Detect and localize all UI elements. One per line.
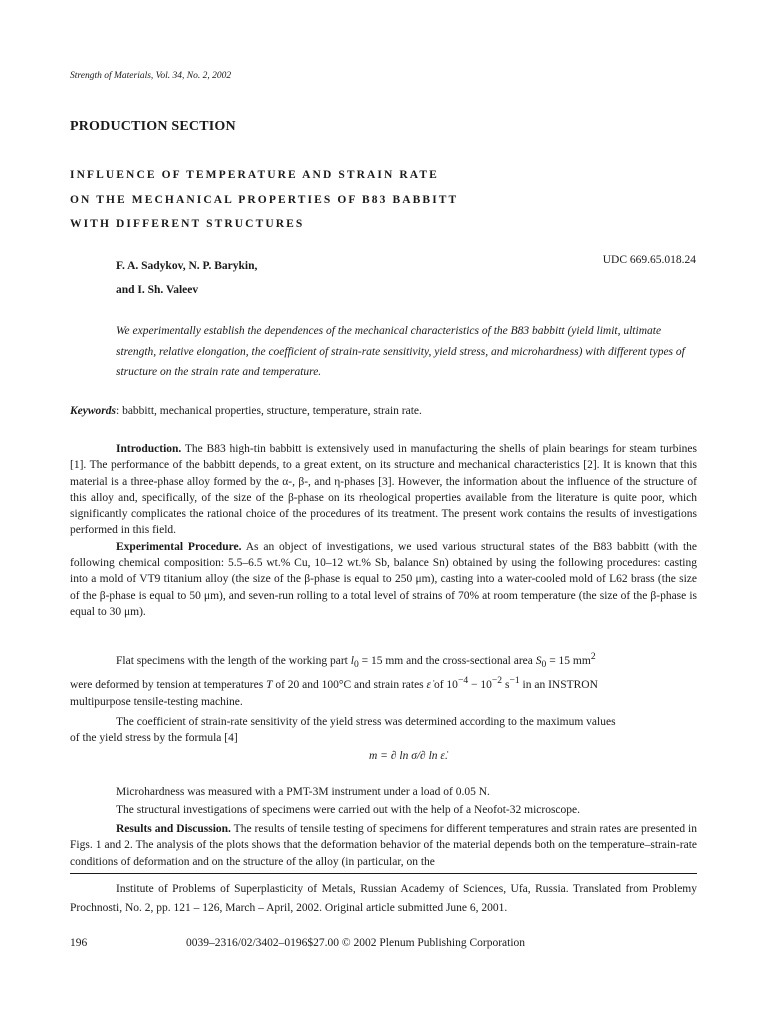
introduction-heading: Introduction. xyxy=(116,443,182,455)
results-heading: Results and Discussion. xyxy=(116,823,231,835)
footnote: Institute of Problems of Superplasticity of Metals, Russian Academy of Sciences, Ufa, Russia. Translated from Problemy Prochnosti, No. 2, pp. 121 – 126, March – April, 2002. Original article submitted June 6, 2001. xyxy=(70,883,697,914)
paragraph-introduction xyxy=(70,441,697,539)
title-line: WITH DIFFERENT STRUCTURES xyxy=(70,218,305,230)
paragraph-experimental xyxy=(70,539,697,620)
paragraph-results xyxy=(70,821,697,870)
coefficient-line-1: The coefficient of strain-rate sensitivity of the yield stress was determined according to the maximum values xyxy=(116,716,616,728)
author-line: F. A. Sadykov, N. P. Barykin, xyxy=(116,260,258,272)
formula: m = ∂ ln σ/∂ ln ε̇. xyxy=(369,750,448,762)
footnote-divider xyxy=(70,873,697,874)
microhardness-line: Microhardness was measured with a PMT-3M instrument under a load of 0.05 N. xyxy=(116,786,490,798)
specimen-line-2: were deformed by tension at temperatures T of 20 and 100°C and strain rates ε̇ of $10^{-4} - 10^{-2}$ $s^{-1}$ in an INSTRON xyxy=(70,675,598,691)
authors xyxy=(116,254,257,302)
article-title xyxy=(70,163,458,237)
keywords xyxy=(70,405,422,417)
experimental-heading: Experimental Procedure. xyxy=(116,540,242,553)
title-line: ON THE MECHANICAL PROPERTIES OF B83 BABBITT xyxy=(70,193,459,206)
specimen-line-1: Flat specimens with the length of the working part $l_0 = 15$ mm and the cross-sectional area $S_0 = 15$ $mm^2$ xyxy=(116,651,596,671)
length-symbol: l xyxy=(350,654,354,667)
strain-rate-symbol: ε̇ xyxy=(426,678,432,691)
introduction-text: The B83 high-tin babbitt is extensively used in manufacturing the shells of plain bearings for steam turbines [1]. The performance of the babbitt depends, to a great extent, on its structure and mechanical characteristics [2]. It is known that this material is a three-phase alloy formed by the α-, β-, and η-phases [3]. However, the information about the influence of the structure of this alloy and, specifically, of the size of the β-phase on its rheological properties available from the literature is quite poor, which significantly complicates the rational choice of the procedures of its treatment. The present work contains the results of investigations performed in this field. xyxy=(70,443,697,537)
page-number: 196 xyxy=(70,937,88,949)
coefficient-line-2: of the yield stress by the formula [4] xyxy=(70,732,238,744)
results-text: The results of tensile testing of specimens for different temperatures and strain rates are presented in Figs. 1 and 2. The analysis of the plots shows that the deformation behavior of the material depends both on the temperature–strain-rate conditions of deformation and on the structure of the alloy (in particular, on the xyxy=(70,823,698,868)
copyright-line: 0039–2316/02/3402–0196$27.00 © 2002 Plenum Publishing Corporation xyxy=(186,937,526,949)
abstract: We experimentally establish the dependences of the mechanical characteristics of the B83 babbitt (yield limit, ultimate strength, relative elongation, the coefficient of strain-rate sensitivity, yield stress, and microhardness) with different types of structure on the strain rate and temperature. xyxy=(116,325,685,378)
specimen-line-3: multipurpose tensile-testing machine. xyxy=(70,696,243,708)
udc-code: UDC 669.65.018.24 xyxy=(602,254,696,266)
temperature-symbol: T xyxy=(266,678,273,691)
keywords-text: : babbitt, mechanical properties, structure, temperature, strain rate. xyxy=(116,405,422,417)
journal-reference: Strength of Materials, Vol. 34, No. 2, 2002 xyxy=(70,71,232,81)
body-text-results xyxy=(70,821,697,870)
title-line: INFLUENCE OF TEMPERATURE AND STRAIN RATE xyxy=(70,169,439,181)
keywords-label: Keywords xyxy=(70,405,116,417)
area-symbol: S xyxy=(535,654,542,667)
microscope-line: The structural investigations of specimens were carried out with the help of a Neofot-32 microscope. xyxy=(116,804,581,816)
body-text-top xyxy=(70,441,697,620)
section-heading: PRODUCTION SECTION xyxy=(70,119,236,134)
experimental-text: As an object of investigations, we used various structural states of the B83 babbitt (with the following chemical composition: 5.5–6.5 wt.% Cu, 10–12 wt.% Sb, balance Sn) obtained by using the following procedures: casting into a mold of VT9 titanium alloy (the size of the β-phase is equal to 250 μm), casting into a water-cooled mold of L62 brass (the size of the β-phase is equal to 50 μm), and seven-run rolling to a total level of strains of 70% at room temperature (the size of the β-phase is equal to 30 μm). xyxy=(70,540,697,618)
author-line: and I. Sh. Valeev xyxy=(116,284,199,296)
